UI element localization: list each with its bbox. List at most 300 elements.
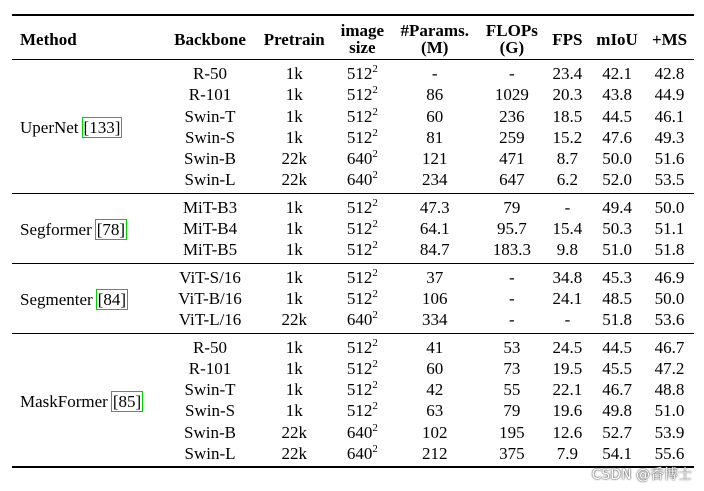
- cell-size: [333, 60, 391, 85]
- flops-value: -: [509, 267, 515, 287]
- cell-size: [333, 127, 391, 148]
- image-size-exponent: 2: [372, 218, 378, 231]
- cell-backbone: [165, 148, 255, 169]
- cell-ms: [645, 422, 694, 443]
- image-size-exponent: 2: [372, 421, 378, 434]
- image-size-exponent: 2: [372, 287, 378, 300]
- cell-backbone: [165, 263, 255, 288]
- image-size-exponent: 2: [372, 266, 378, 279]
- image-size-value: 512: [346, 380, 373, 400]
- image-size-value: 512: [346, 85, 373, 105]
- backbone-value: R-50: [193, 64, 228, 83]
- header-params-line1: #Params.: [400, 21, 469, 40]
- backbone-value: Swin-T: [184, 380, 236, 400]
- params-value: 86: [426, 85, 444, 105]
- cell-params: [391, 169, 478, 193]
- cell-flops: [478, 84, 546, 105]
- header-params: [391, 15, 478, 60]
- cell-pretrain: [255, 358, 333, 379]
- cell-pretrain: [255, 333, 333, 358]
- cell-params: [391, 263, 478, 288]
- params-value: 84.7: [419, 240, 450, 260]
- cell-ms: [645, 358, 694, 379]
- ms-value: 50.0: [654, 197, 685, 217]
- header-pretrain: [255, 15, 333, 60]
- image-size-exponent: 2: [372, 84, 378, 97]
- image-size-exponent: 2: [372, 239, 378, 252]
- cell-fps: [546, 169, 589, 193]
- image-size-exponent: 2: [372, 63, 378, 75]
- cell-flops: [478, 239, 546, 263]
- cell-fps: [546, 358, 589, 379]
- pretrain-value: 1k: [285, 401, 303, 421]
- cell-pretrain: [255, 193, 333, 218]
- fps-value: 22.1: [552, 380, 583, 400]
- image-size-value: 512: [346, 127, 373, 147]
- fps-value: 12.6: [552, 422, 583, 442]
- cell-backbone: [165, 218, 255, 239]
- image-size-value: 512: [346, 64, 373, 83]
- cell-size: [333, 218, 391, 239]
- segmentation-results-table: [12, 14, 694, 468]
- miou-value: 44.5: [602, 106, 632, 126]
- backbone-value: ViT-L/16: [178, 310, 242, 330]
- method-name: MaskFormer: [20, 391, 108, 411]
- flops-value: 53: [503, 337, 521, 357]
- flops-value: 183.3: [492, 240, 531, 260]
- params-value: -: [431, 64, 438, 83]
- fps-value: 19.6: [552, 401, 583, 421]
- fps-value: 24.1: [552, 288, 583, 308]
- cell-params: [391, 106, 478, 127]
- image-size-value: 640: [346, 422, 373, 442]
- cell-flops: [478, 379, 546, 400]
- cell-flops: [478, 127, 546, 148]
- cell-params: [391, 443, 478, 467]
- image-size-value: 512: [346, 288, 373, 308]
- backbone-value: Swin-S: [184, 401, 236, 421]
- cell-fps: [546, 288, 589, 309]
- pretrain-value: 1k: [285, 219, 303, 239]
- fps-value: 7.9: [556, 444, 579, 464]
- ms-value: 51.1: [654, 219, 685, 239]
- results-table-container: [12, 14, 694, 468]
- pretrain-value: 1k: [285, 267, 303, 287]
- backbone-value: Swin-L: [184, 170, 236, 190]
- image-size-value: 640: [346, 149, 373, 169]
- cell-fps: [546, 400, 589, 421]
- cell-ms: [645, 218, 694, 239]
- cell-fps: [546, 127, 589, 148]
- fps-value: 34.8: [552, 267, 583, 287]
- cell-backbone: [165, 333, 255, 358]
- cell-size: [333, 193, 391, 218]
- cell-miou: [589, 309, 645, 333]
- cell-ms: [645, 263, 694, 288]
- fps-value: 18.5: [552, 106, 583, 126]
- ms-value: 48.8: [654, 380, 685, 400]
- fps-value: 19.5: [552, 358, 583, 378]
- cell-flops: [478, 358, 546, 379]
- pretrain-value: 1k: [285, 85, 303, 105]
- cell-pretrain: [255, 148, 333, 169]
- cell-flops: [478, 106, 546, 127]
- pretrain-value: 22k: [281, 444, 307, 464]
- image-size-value: 512: [346, 106, 373, 126]
- ms-value: 46.9: [654, 267, 685, 287]
- image-size-value: 512: [346, 337, 373, 357]
- method-name: Segformer: [20, 220, 92, 240]
- table-row: [12, 333, 694, 358]
- cell-pretrain: [255, 443, 333, 467]
- miou-value: 49.4: [602, 197, 632, 217]
- method-cell: [12, 60, 165, 194]
- cell-flops: [478, 422, 546, 443]
- cell-flops: [478, 288, 546, 309]
- cell-miou: [589, 106, 645, 127]
- cell-params: [391, 309, 478, 333]
- miou-value: 47.6: [602, 127, 632, 147]
- cell-miou: [589, 333, 645, 358]
- params-value: 63: [426, 401, 444, 421]
- cell-fps: [546, 218, 589, 239]
- cell-backbone: [165, 400, 255, 421]
- cell-params: [391, 288, 478, 309]
- params-value: 102: [421, 422, 448, 442]
- header-fps-label: FPS: [552, 29, 583, 49]
- cell-backbone: [165, 422, 255, 443]
- header-miou: [589, 15, 645, 60]
- cell-miou: [589, 84, 645, 105]
- cell-ms: [645, 84, 694, 105]
- pretrain-value: 1k: [285, 380, 303, 400]
- flops-value: 647: [499, 170, 525, 190]
- backbone-value: ViT-B/16: [178, 288, 242, 308]
- cell-ms: [645, 400, 694, 421]
- cell-size: [333, 358, 391, 379]
- ms-value: 55.6: [654, 444, 685, 464]
- image-size-value: 512: [346, 240, 373, 260]
- cell-params: [391, 400, 478, 421]
- cell-size: [333, 443, 391, 467]
- cell-pretrain: [255, 263, 333, 288]
- cell-fps: [546, 379, 589, 400]
- cell-miou: [589, 127, 645, 148]
- cell-miou: [589, 358, 645, 379]
- params-value: 41: [426, 337, 444, 357]
- flops-value: 73: [503, 358, 521, 378]
- citation-link[interactable]: [85]: [112, 391, 142, 411]
- cell-params: [391, 127, 478, 148]
- cell-miou: [589, 400, 645, 421]
- miou-value: 48.5: [602, 288, 632, 308]
- cell-flops: [478, 333, 546, 358]
- cell-ms: [645, 127, 694, 148]
- header-ms-label: +MS: [651, 29, 688, 49]
- params-value: 212: [421, 444, 448, 464]
- backbone-value: MiT-B5: [182, 240, 238, 260]
- backbone-value: MiT-B4: [182, 219, 238, 239]
- cell-backbone: [165, 379, 255, 400]
- header-miou-label: mIoU: [596, 29, 638, 49]
- fps-value: -: [564, 310, 571, 330]
- cell-flops: [478, 309, 546, 333]
- cell-ms: [645, 169, 694, 193]
- pretrain-value: 1k: [285, 358, 303, 378]
- cell-fps: [546, 193, 589, 218]
- backbone-value: Swin-S: [184, 127, 236, 147]
- cell-fps: [546, 309, 589, 333]
- flops-value: 79: [503, 197, 521, 217]
- method-cell: [12, 333, 165, 467]
- table-header: [12, 15, 694, 60]
- flops-value: 79: [503, 401, 521, 421]
- miou-value: 42.1: [602, 64, 632, 83]
- flops-value: 259: [499, 127, 525, 147]
- citation-link[interactable]: [78]: [96, 220, 126, 240]
- citation-link[interactable]: [84]: [97, 289, 127, 309]
- table-row: [12, 60, 694, 85]
- cell-size: [333, 169, 391, 193]
- cell-pretrain: [255, 400, 333, 421]
- params-value: 64.1: [419, 219, 450, 239]
- cell-params: [391, 84, 478, 105]
- cell-size: [333, 309, 391, 333]
- header-backbone: [165, 15, 255, 60]
- pretrain-value: 1k: [285, 337, 303, 357]
- image-size-value: 512: [346, 197, 373, 217]
- image-size-value: 640: [346, 444, 373, 464]
- cell-flops: [478, 443, 546, 467]
- cell-fps: [546, 333, 589, 358]
- cell-size: [333, 422, 391, 443]
- miou-value: 43.8: [602, 85, 632, 105]
- cell-size: [333, 84, 391, 105]
- header-ms: [645, 15, 694, 60]
- image-size-exponent: 2: [372, 196, 378, 209]
- cell-miou: [589, 263, 645, 288]
- fps-value: 20.3: [552, 85, 583, 105]
- miou-value: 45.3: [602, 267, 632, 287]
- cell-pretrain: [255, 169, 333, 193]
- method-group-segmenter: [12, 263, 694, 333]
- miou-value: 51.0: [602, 240, 632, 260]
- cell-miou: [589, 239, 645, 263]
- cell-size: [333, 148, 391, 169]
- cell-backbone: [165, 309, 255, 333]
- header-pretrain-label: Pretrain: [263, 29, 325, 49]
- method-name: Segmenter: [20, 289, 93, 309]
- cell-flops: [478, 169, 546, 193]
- backbone-value: Swin-B: [184, 422, 236, 442]
- pretrain-value: 1k: [285, 240, 303, 260]
- cell-fps: [546, 422, 589, 443]
- image-size-exponent: 2: [372, 105, 378, 118]
- cell-ms: [645, 333, 694, 358]
- cell-ms: [645, 288, 694, 309]
- cell-fps: [546, 106, 589, 127]
- cell-backbone: [165, 288, 255, 309]
- ms-value: 42.8: [654, 64, 685, 83]
- cell-ms: [645, 379, 694, 400]
- cell-pretrain: [255, 239, 333, 263]
- ms-value: 44.9: [654, 85, 685, 105]
- header-image-size-line2: size: [349, 38, 376, 57]
- fps-value: -: [564, 197, 571, 217]
- method-cell: [12, 193, 165, 263]
- params-value: 42: [426, 380, 444, 400]
- image-size-exponent: 2: [372, 169, 378, 182]
- fps-value: 24.5: [552, 337, 583, 357]
- miou-value: 44.5: [602, 337, 632, 357]
- flops-value: -: [509, 310, 515, 330]
- ms-value: 49.3: [654, 127, 685, 147]
- flops-value: 55: [503, 380, 521, 400]
- cell-size: [333, 379, 391, 400]
- cell-ms: [645, 193, 694, 218]
- cell-backbone: [165, 443, 255, 467]
- cell-miou: [589, 422, 645, 443]
- cell-params: [391, 379, 478, 400]
- fps-value: 8.7: [556, 149, 579, 169]
- cell-miou: [589, 60, 645, 85]
- cell-flops: [478, 148, 546, 169]
- params-value: 60: [426, 358, 444, 378]
- cell-params: [391, 333, 478, 358]
- image-size-value: 640: [346, 310, 373, 330]
- image-size-exponent: 2: [372, 400, 378, 413]
- ms-value: 46.7: [654, 337, 685, 357]
- miou-value: 50.3: [602, 219, 632, 239]
- image-size-value: 640: [346, 170, 373, 190]
- cell-backbone: [165, 106, 255, 127]
- miou-value: 46.7: [602, 380, 632, 400]
- params-value: 47.3: [419, 197, 450, 217]
- fps-value: 15.4: [552, 219, 583, 239]
- header-fps: [546, 15, 589, 60]
- cell-ms: [645, 239, 694, 263]
- method-name: UperNet: [20, 118, 79, 138]
- header-image-size: [333, 15, 391, 60]
- cell-ms: [645, 106, 694, 127]
- cell-ms: [645, 148, 694, 169]
- cell-backbone: [165, 193, 255, 218]
- flops-value: 471: [499, 149, 525, 169]
- pretrain-value: 1k: [285, 288, 303, 308]
- flops-value: 95.7: [497, 219, 527, 239]
- image-size-value: 512: [346, 267, 373, 287]
- cell-size: [333, 400, 391, 421]
- flops-value: 195: [499, 422, 525, 442]
- cell-ms: [645, 309, 694, 333]
- cell-miou: [589, 193, 645, 218]
- cell-backbone: [165, 60, 255, 85]
- table-row: [12, 263, 694, 288]
- ms-value: 51.0: [654, 401, 685, 421]
- header-flops-line2: (G): [499, 38, 525, 57]
- cell-pretrain: [255, 106, 333, 127]
- cell-params: [391, 422, 478, 443]
- pretrain-value: 22k: [281, 170, 307, 190]
- cell-fps: [546, 443, 589, 467]
- ms-value: 50.0: [654, 288, 685, 308]
- cell-backbone: [165, 358, 255, 379]
- cell-pretrain: [255, 288, 333, 309]
- pretrain-value: 22k: [281, 310, 307, 330]
- params-value: 60: [426, 106, 444, 126]
- params-value: 81: [426, 127, 444, 147]
- image-size-value: 512: [346, 219, 373, 239]
- header-row: [12, 15, 694, 60]
- cell-backbone: [165, 84, 255, 105]
- ms-value: 53.6: [654, 310, 685, 330]
- cell-backbone: [165, 239, 255, 263]
- params-value: 106: [421, 288, 448, 308]
- backbone-value: Swin-B: [184, 149, 236, 169]
- pretrain-value: 1k: [285, 197, 303, 217]
- cell-pretrain: [255, 60, 333, 85]
- image-size-exponent: 2: [372, 309, 378, 322]
- cell-ms: [645, 60, 694, 85]
- ms-value: 51.6: [654, 149, 685, 169]
- header-flops: [478, 15, 546, 60]
- header-method: [12, 15, 165, 60]
- cell-size: [333, 288, 391, 309]
- cell-params: [391, 239, 478, 263]
- flops-value: 236: [499, 106, 525, 126]
- image-size-exponent: 2: [372, 379, 378, 392]
- ms-value: 47.2: [654, 358, 685, 378]
- cell-flops: [478, 263, 546, 288]
- cell-flops: [478, 193, 546, 218]
- fps-value: 6.2: [556, 170, 579, 190]
- flops-value: 1029: [494, 85, 529, 105]
- backbone-value: R-50: [193, 337, 228, 357]
- cell-miou: [589, 288, 645, 309]
- cell-pretrain: [255, 127, 333, 148]
- miou-value: 49.8: [602, 401, 632, 421]
- cell-miou: [589, 169, 645, 193]
- fps-value: 9.8: [556, 240, 579, 260]
- cell-size: [333, 263, 391, 288]
- cell-pretrain: [255, 84, 333, 105]
- cell-size: [333, 239, 391, 263]
- cell-fps: [546, 239, 589, 263]
- header-backbone-label: Backbone: [174, 29, 246, 49]
- flops-value: 375: [499, 444, 525, 464]
- flops-value: -: [509, 288, 515, 308]
- cell-params: [391, 358, 478, 379]
- ms-value: 51.8: [654, 240, 685, 260]
- params-value: 334: [421, 310, 448, 330]
- citation-link[interactable]: [133]: [83, 118, 121, 138]
- backbone-value: R-101: [188, 358, 232, 378]
- miou-value: 54.1: [602, 444, 632, 464]
- miou-value: 45.5: [602, 358, 632, 378]
- cell-params: [391, 148, 478, 169]
- cell-fps: [546, 84, 589, 105]
- params-value: 121: [421, 149, 448, 169]
- image-size-value: 512: [346, 358, 373, 378]
- header-params-line2: (M): [421, 38, 449, 57]
- fps-value: 15.2: [552, 127, 583, 147]
- cell-pretrain: [255, 379, 333, 400]
- pretrain-value: 22k: [281, 149, 307, 169]
- cell-miou: [589, 148, 645, 169]
- backbone-value: MiT-B3: [182, 197, 238, 217]
- pretrain-value: 22k: [281, 422, 307, 442]
- cell-backbone: [165, 169, 255, 193]
